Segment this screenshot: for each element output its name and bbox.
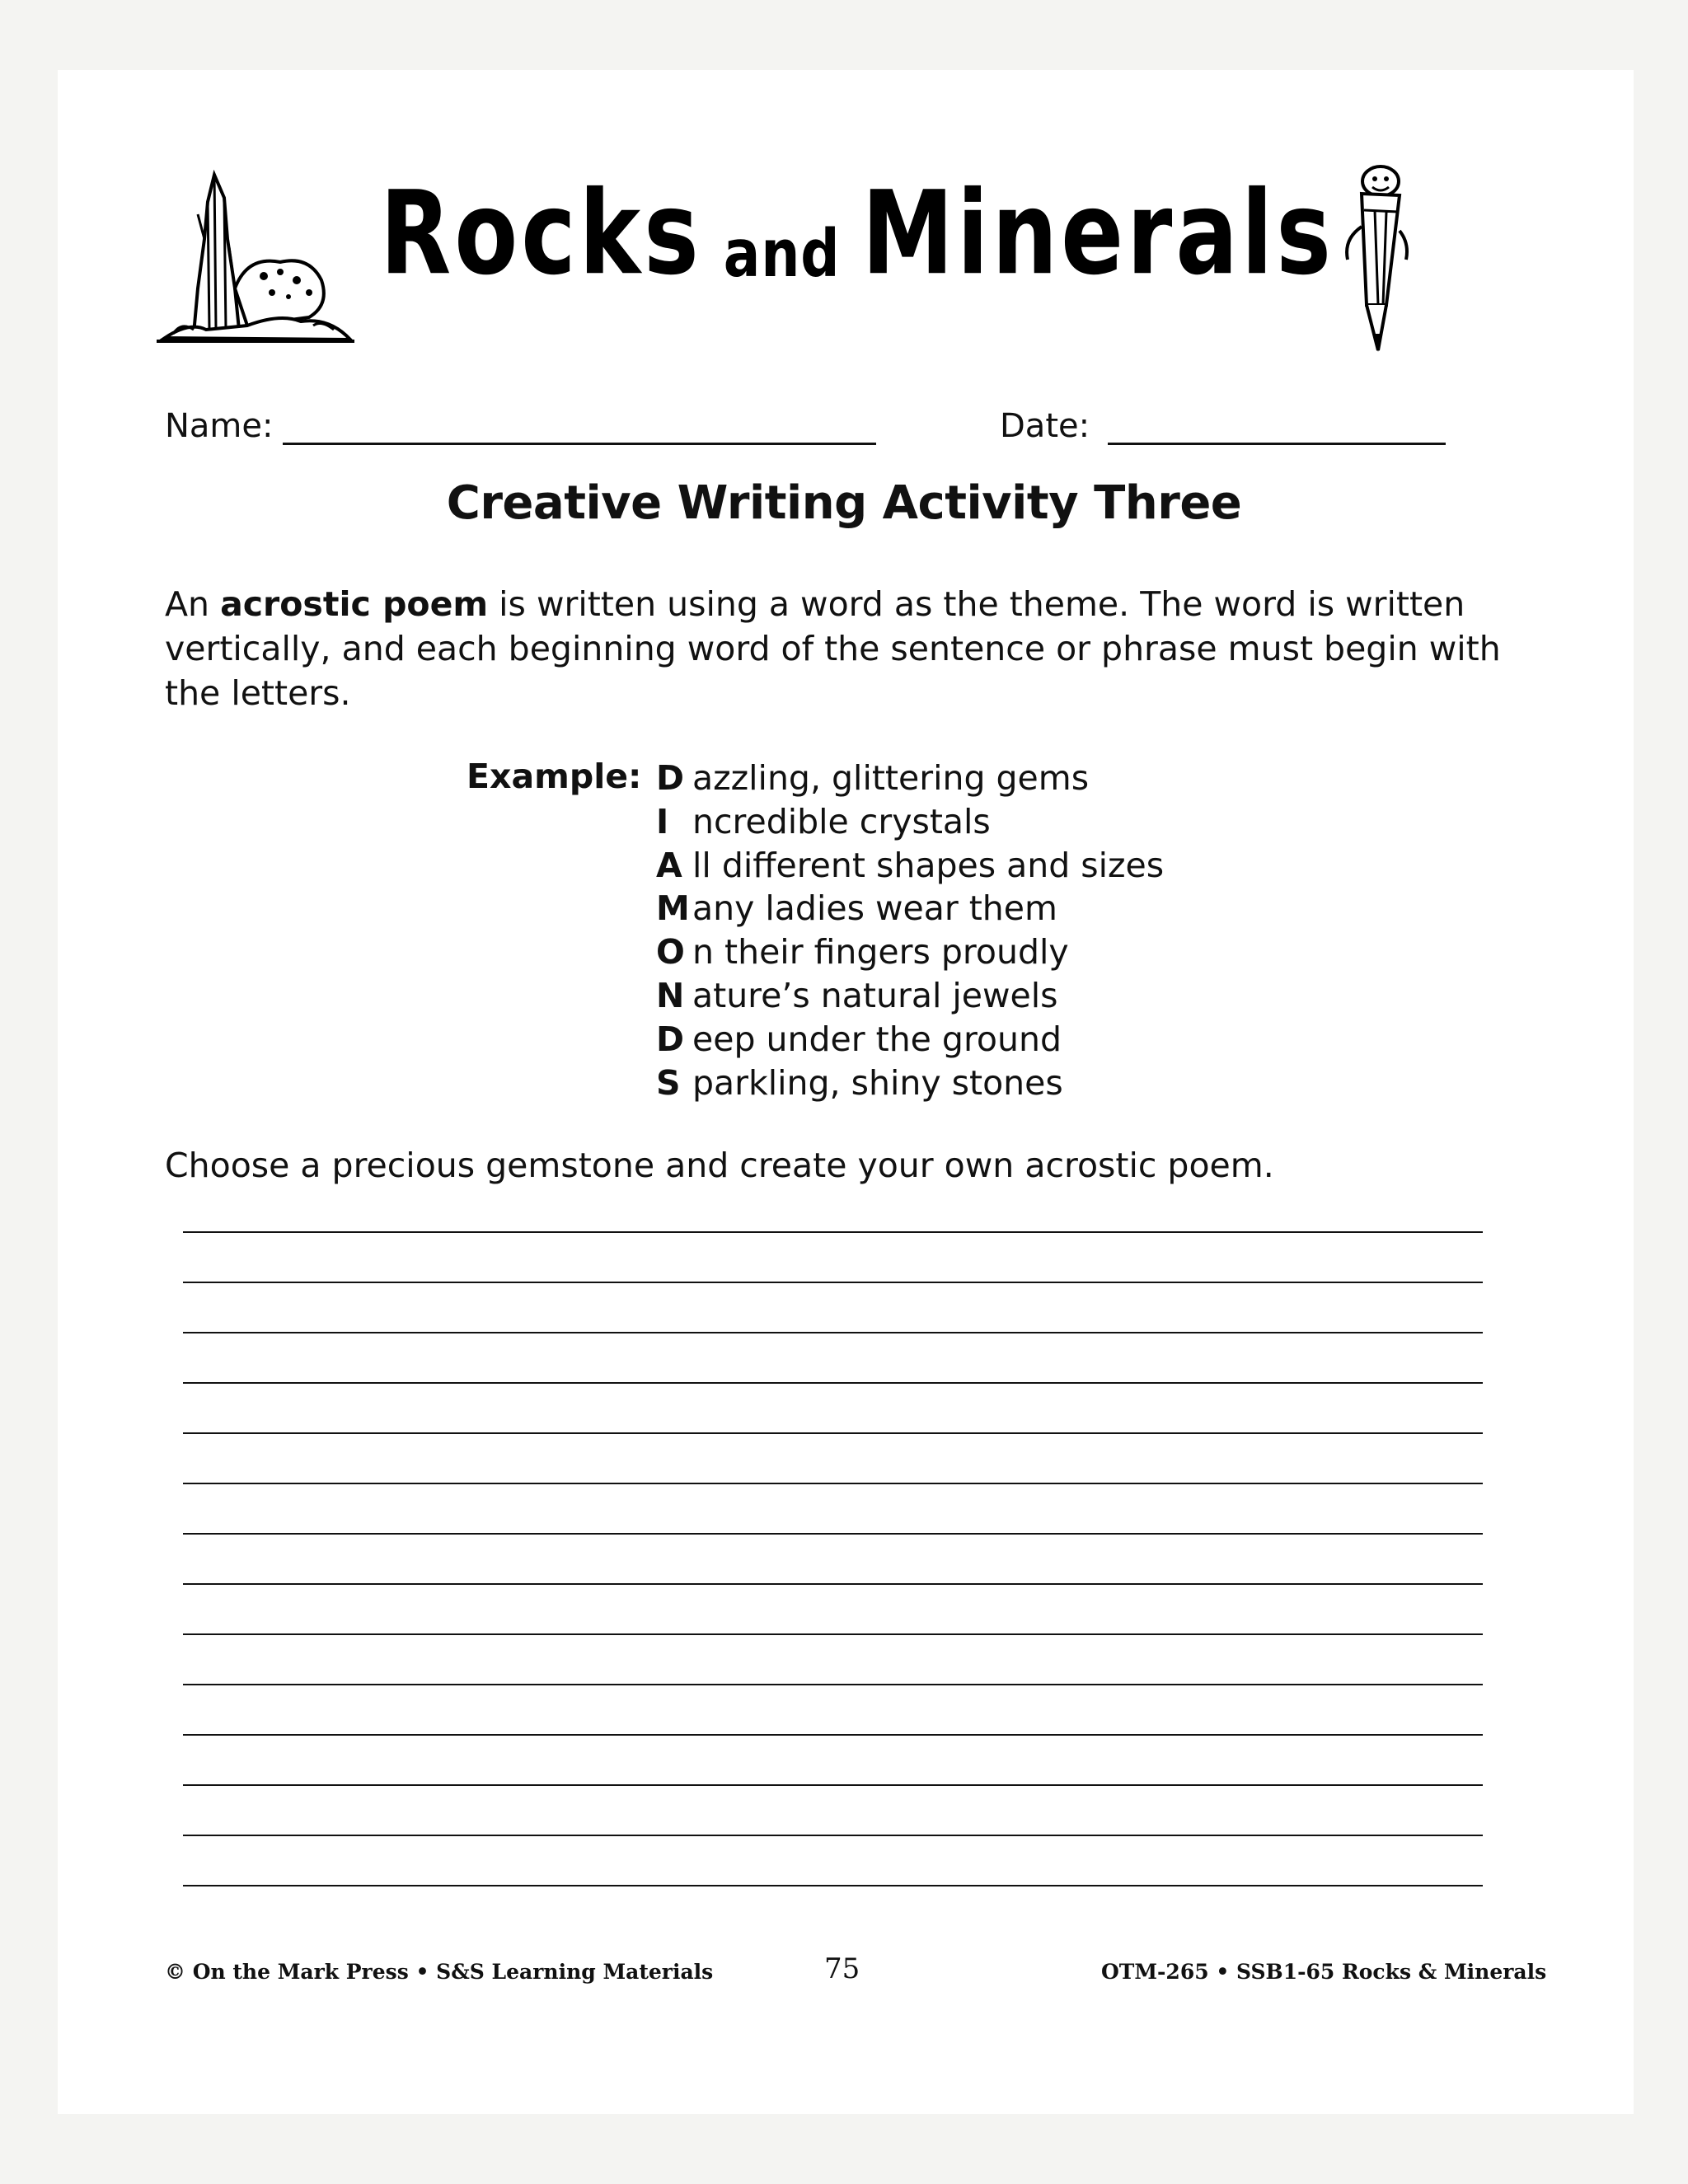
title-word-and: and	[723, 215, 841, 292]
date-label: Date:	[1000, 407, 1090, 445]
poem-letter: D	[656, 1019, 685, 1059]
example-label: Example:	[467, 757, 642, 796]
intro-text-start: An	[165, 584, 221, 624]
poem-text: ature’s natural jewels	[692, 975, 1058, 1015]
writing-line[interactable]	[183, 1633, 1483, 1635]
poem-line	[656, 1062, 1233, 1105]
intro-paragraph	[165, 582, 1517, 715]
poem-text: parkling, shiny stones	[692, 1062, 1063, 1103]
poem-line	[656, 757, 1233, 800]
worksheet-title	[380, 166, 1334, 317]
title-word-rocks: Rocks	[380, 166, 702, 301]
poem-letter: I	[656, 801, 669, 841]
intro-bold-term: acrostic poem	[220, 584, 489, 624]
writing-line[interactable]	[183, 1784, 1483, 1786]
pencil-character-icon	[1327, 161, 1418, 359]
poem-text: eep under the ground	[692, 1019, 1062, 1059]
poem-text: ncredible crystals	[692, 801, 991, 841]
header	[157, 161, 1467, 375]
rocks-crystal-icon	[157, 165, 354, 350]
name-blank-line[interactable]	[283, 403, 876, 445]
poem-line	[656, 930, 1233, 974]
writing-line[interactable]	[183, 1885, 1483, 1886]
poem-text: azzling, glittering gems	[692, 758, 1090, 798]
poem-line	[656, 1018, 1233, 1062]
poem-letter: M	[656, 888, 690, 929]
footer-product-code: OTM-265 • SSB1-65 Rocks & Minerals	[1101, 1960, 1547, 1984]
writing-line[interactable]	[183, 1533, 1483, 1535]
writing-line[interactable]	[183, 1382, 1483, 1384]
activity-heading: Creative Writing Activity Three	[446, 476, 1242, 530]
intro-text-rest: is written using a word as the theme. The word is written vertically, and each beginning word of the sentence or phrase must begin with the letters.	[165, 584, 1501, 713]
date-field[interactable]	[1000, 396, 1446, 445]
poem-line	[656, 800, 1233, 844]
writing-line[interactable]	[183, 1332, 1483, 1333]
writing-prompt: Choose a precious gemstone and create your own acrostic poem.	[165, 1146, 1274, 1185]
poem-letter: A	[656, 845, 682, 885]
writing-line[interactable]	[183, 1734, 1483, 1736]
title-word-minerals: Minerals	[861, 166, 1334, 301]
writing-line[interactable]	[183, 1583, 1483, 1585]
footer-copyright: © On the Mark Press • S&S Learning Materials	[165, 1960, 714, 1984]
writing-line[interactable]	[183, 1231, 1483, 1233]
poem-text: any ladies wear them	[692, 888, 1057, 929]
writing-line[interactable]	[183, 1483, 1483, 1484]
name-label: Name:	[165, 407, 274, 445]
name-field[interactable]	[165, 396, 876, 445]
poem-text: n their fingers proudly	[692, 932, 1069, 972]
writing-line[interactable]	[183, 1684, 1483, 1685]
poem-letter: S	[656, 1062, 681, 1103]
poem-text: ll different shapes and sizes	[692, 845, 1165, 885]
writing-line[interactable]	[183, 1282, 1483, 1283]
poem-line	[656, 974, 1233, 1018]
page-number: 75	[824, 1952, 860, 1985]
poem-line	[656, 887, 1233, 930]
poem-letter: O	[656, 932, 685, 972]
date-blank-line[interactable]	[1108, 403, 1446, 445]
poem-line	[656, 844, 1233, 888]
poem-letter: D	[656, 758, 685, 798]
poem-letter: N	[656, 975, 685, 1015]
writing-line[interactable]	[183, 1835, 1483, 1836]
poem-lines	[656, 757, 1233, 1104]
writing-line[interactable]	[183, 1432, 1483, 1434]
